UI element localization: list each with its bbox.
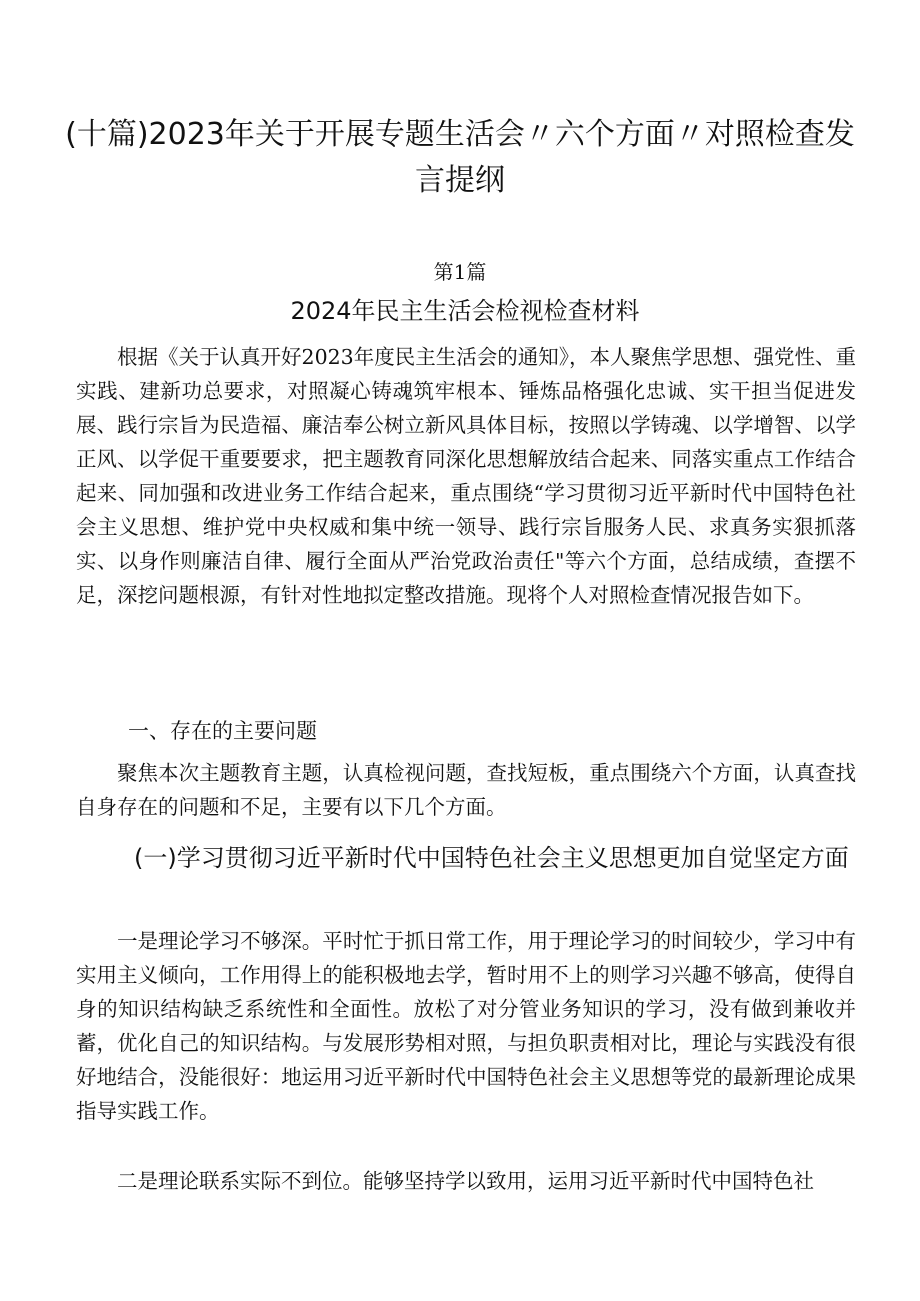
section-intro-paragraph: 聚焦本次主题教育主题，认真检视问题，查找短板，重点围绕六个方面，认真查找自身存在的问题和不足，主要有以下几个方面。: [76, 761, 856, 819]
body-paragraph-continued: 二是理论联系实际不到位。能够坚持学以致用，运用习近平新时代中国特色社: [117, 1169, 814, 1193]
document-title: (十篇)2023年关于开展专题生活会〃六个方面〃对照检查发言提纲: [65, 117, 855, 198]
body-paragraph: 一是理论学习不够深。平时忙于抓日常工作，用于理论学习的时间较少，学习中有实用主义倾向，工作用得上的能积极地去学，暂时用不上的则学习兴趣不够高，使得自身的知识结构缺乏系统性和全面性。放松了对分管业务知识的学习，没有做到兼收并蓄，优化自己的知识结构。与发展形势相对照，与担负职责相对比，理论与实践没有很好地结合，没能很好：地运用习近平新时代中国特色社会主义思想等党的最新理论成果指导实践工作。: [76, 929, 856, 1123]
subsection-heading: (一)学习贯彻习近平新时代中国特色社会主义思想更加自觉坚定方面: [134, 844, 849, 872]
chapter-label: 第1篇: [433, 260, 487, 284]
chapter-title: 2024年民主生活会检视检查材料: [290, 297, 640, 325]
intro-paragraph: 根据《关于认真开好2023年度民主生活会的通知》，本人聚焦学思想、强党性、重实践、建新功总要求，对照凝心铸魂筑牢根本、锤炼品格强化忠诚、实干担当促进发展、践行宗旨为民造福、廉洁奉公树立新风具体目标，按照以学铸魂、以学增智、以学正风、以学促干重要要求，把主题教育同深化思想解放结合起来、同落实重点工作结合起来、同加强和改进业务工作结合起来，重点围绕“学习贯彻习近平新时代中国特色社会主义思想、维护党中央权威和集中统一领导、践行宗旨服务人民、求真务实狠抓落实、以身作则廉洁自律、履行全面从严治党政治责任"等六个方面，总结成绩，查摆不足，深挖问题根源，有针对性地拟定整改措施。现将个人对照检查情况报告如下。: [76, 345, 856, 607]
section-heading: 一、存在的主要问题: [128, 719, 317, 743]
